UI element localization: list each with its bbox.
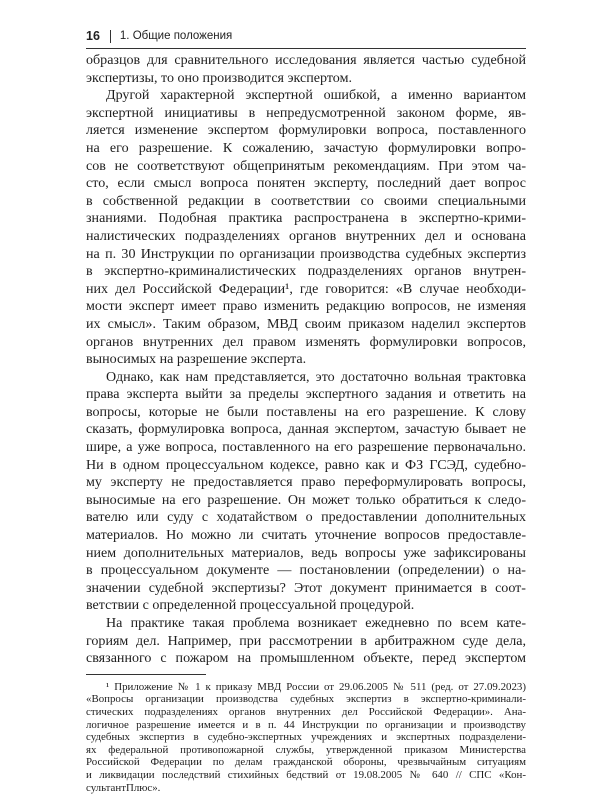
body-line: экспертизы, то оно производится экспертом.: [86, 69, 352, 86]
body-line: в экспертно-криминалистических подразделениях органов внутрен-: [86, 263, 526, 280]
body-line: образцов для сравнительного исследования является частью судебной: [86, 52, 526, 68]
page-number: 16: [86, 29, 100, 43]
body-text: [86, 52, 526, 668]
body-line: в процессуальном документе — постановлении (определении) о на-: [86, 562, 526, 579]
body-line: на его разрешение. К сожалению, зачастую формулировки вопро-: [86, 139, 526, 156]
body-line: гориям дел. Например, при рассмотрении в арбитражном суде дела,: [86, 632, 526, 649]
page-content: [86, 52, 526, 794]
body-line: выносимых на разрешение эксперта.: [86, 351, 307, 368]
footnote-line: логичное разрешение имеется и в п. 44 Инструкции по организации и производству: [86, 718, 526, 731]
body-line: сказать, формулировка вопроса, данная экспертом, зачастую бывает не: [86, 421, 526, 438]
body-line: ляется изменение экспертом формулировки вопроса, поставленного: [86, 122, 526, 139]
footnote-line: сультантПлюс».: [86, 781, 161, 794]
body-line: Другой характерной экспертной ошибкой, а именно вариантом: [106, 87, 526, 104]
body-line: На практике такая проблема возникает ежедневно по всем кате-: [106, 615, 526, 631]
footnote-line: стических подразделениях органов внутренних дел Российской Федерации». Ана-: [86, 705, 526, 718]
body-line: мости эксперт имеет право изменить редакцию вопросов, не изменяя: [86, 298, 526, 315]
body-line: экспертной инициативы в непредусмотренной законом форме, яв-: [86, 104, 526, 121]
body-line: Однако, как нам представляется, это достаточно вольная трактовка: [106, 368, 526, 385]
body-line: знаниями. Подобная практика распространена в экспертно-крими-: [86, 210, 526, 227]
running-header: [86, 24, 526, 49]
body-line: вателю или суду с ходатайством о предоставлении дополнительных: [86, 509, 526, 526]
body-line: связанного с пожаром на промышленном объекте, перед экспертом: [86, 650, 526, 667]
footnote-line: ¹ Приложение № 1 к приказу МВД России от 29.06.2005 № 511 (ред. от 27.09.2023): [106, 680, 526, 693]
body-line: них дел Российской Федерации¹, где говорится: «В случае необходи-: [86, 280, 526, 297]
body-line: сов не соответствуют общепринятым рекомендациям. При этом ча-: [86, 157, 526, 174]
body-line: ветствии с определенной процессуальной процедурой.: [86, 597, 415, 614]
body-line: права эксперта выйти за пределы экспертного задания и ответить на: [86, 386, 526, 403]
body-line: му эксперту не предоставляется право переформулировать вопросы,: [86, 474, 526, 491]
footnote-line: «Вопросы организации производства судебных экспертиз в экспертно-криминали-: [86, 693, 526, 706]
footnote-line: судебных экспертиз в судебно-экспертных учреждениях и экспертных подразделени-: [86, 731, 526, 744]
body-line: выносимые на его разрешение. Он может только обратиться к следо-: [86, 491, 526, 508]
body-line: в собственной редакции в соответствии со своими специальными: [86, 192, 526, 209]
body-line: органов внутренних дел правом изменять формулировки вопросов,: [86, 333, 526, 350]
body-line: на п. 30 Инструкции по организации производства судебных экспертиз: [86, 245, 526, 262]
body-line: шире, а уже вопроса, поставленного на его разрешение первоначально.: [86, 439, 526, 456]
footnote-line: Российской Федерации по делам гражданской обороны, чрезвычайным ситуациям: [86, 756, 526, 769]
body-line: налистических подразделениях органов внутренних дел и основана: [86, 227, 526, 244]
footnote-line: ях федеральной противопожарной службы, утвержденной приказом Министерства: [86, 743, 526, 756]
body-line: вопросы, которые не были поставлены на его разрешение. К слову: [86, 403, 526, 420]
body-line: Ни в одном процессуальном кодексе, равно как и ФЗ ГСЭД, судебно-: [86, 456, 526, 473]
header-divider: [110, 30, 111, 43]
footnote: [86, 681, 526, 794]
body-line: нием дополнительных материалов, ведь вопросы уже зафиксированы: [86, 544, 526, 561]
footnote-divider: [86, 674, 206, 675]
body-line: значении судебной экспертизы? Этот документ принимается в соот-: [86, 579, 526, 596]
body-line: их смысл». Таким образом, МВД своим приказом наделил экспертов: [86, 315, 526, 332]
body-line: сто, если смысл вопроса понятен эксперту, последний дает вопрос: [86, 175, 526, 192]
footnote-line: и ликвидации последствий стихийных бедствий от 19.08.2005 № 640 // СПС «Кон-: [86, 768, 526, 781]
chapter-title: 1. Общие положения: [119, 30, 233, 42]
body-line: материалов. Но можно ли считать уточнение вопросов предоставле-: [86, 527, 526, 544]
